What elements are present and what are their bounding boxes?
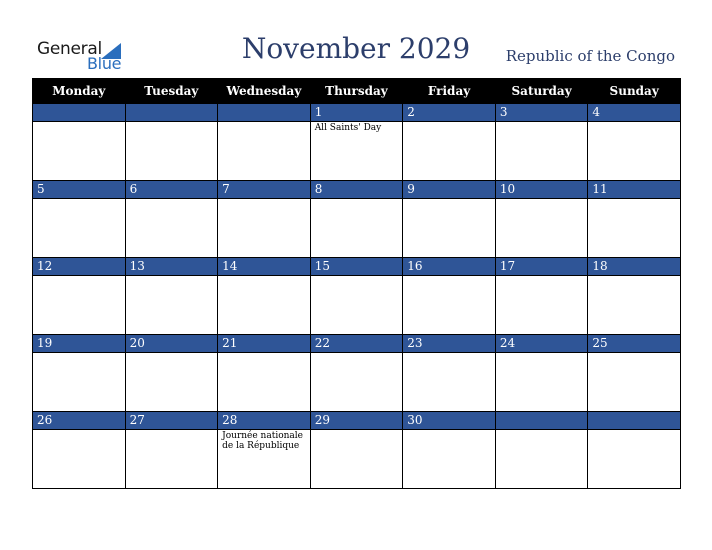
day-number: 17 <box>495 258 588 276</box>
day-number: 7 <box>218 181 311 199</box>
holiday-label <box>403 122 495 124</box>
holiday-label <box>588 199 680 201</box>
holiday-label <box>496 199 588 201</box>
day-number <box>218 104 311 122</box>
day-cell <box>125 199 218 258</box>
day-number: 22 <box>310 335 403 353</box>
holiday-label <box>126 122 218 124</box>
holiday-label <box>496 353 588 355</box>
holiday-label <box>588 353 680 355</box>
day-cell <box>125 353 218 412</box>
day-number: 3 <box>495 104 588 122</box>
weekday-header: Tuesday <box>125 79 218 104</box>
holiday-label <box>126 353 218 355</box>
week-number-row <box>33 181 681 199</box>
week-body-row <box>33 199 681 258</box>
day-number: 2 <box>403 104 496 122</box>
holiday-label <box>33 353 125 355</box>
holiday-label <box>311 276 403 278</box>
holiday-label <box>33 276 125 278</box>
day-number: 6 <box>125 181 218 199</box>
weekday-header-row <box>33 79 681 104</box>
day-cell <box>310 122 403 181</box>
logo-blue-text: Blue <box>87 54 122 73</box>
day-number: 5 <box>33 181 126 199</box>
logo-general-text: General <box>37 39 102 59</box>
weekday-header: Sunday <box>588 79 681 104</box>
day-cell <box>403 199 496 258</box>
holiday-label <box>33 122 125 124</box>
day-cell <box>218 430 311 489</box>
page-title: November 2029 <box>241 32 471 65</box>
week-number-row <box>33 104 681 122</box>
day-cell <box>495 199 588 258</box>
day-cell <box>33 122 126 181</box>
day-cell <box>310 353 403 412</box>
day-number: 28 <box>218 412 311 430</box>
day-number: 8 <box>310 181 403 199</box>
day-number <box>495 412 588 430</box>
holiday-label <box>218 353 310 355</box>
holiday-label <box>496 276 588 278</box>
day-number: 19 <box>33 335 126 353</box>
day-cell <box>218 199 311 258</box>
day-number: 30 <box>403 412 496 430</box>
day-number: 11 <box>588 181 681 199</box>
week-number-row <box>33 335 681 353</box>
day-cell <box>33 276 126 335</box>
day-cell <box>403 430 496 489</box>
holiday-label <box>126 430 218 432</box>
day-number: 18 <box>588 258 681 276</box>
day-cell <box>588 199 681 258</box>
day-number: 13 <box>125 258 218 276</box>
holiday-label <box>218 276 310 278</box>
week-body-row <box>33 122 681 181</box>
day-number <box>125 104 218 122</box>
day-number <box>588 412 681 430</box>
holiday-label: Journée nationale de la République <box>222 431 304 451</box>
holiday-label <box>496 122 588 124</box>
day-number: 26 <box>33 412 126 430</box>
holiday-label <box>218 122 310 124</box>
day-cell <box>218 353 311 412</box>
day-number: 20 <box>125 335 218 353</box>
day-cell <box>218 122 311 181</box>
holiday-label <box>588 276 680 278</box>
day-number: 12 <box>33 258 126 276</box>
week-body-row <box>33 276 681 335</box>
holiday-label <box>126 199 218 201</box>
day-cell <box>403 122 496 181</box>
day-number: 23 <box>403 335 496 353</box>
weekday-header: Thursday <box>310 79 403 104</box>
holiday-label <box>403 276 495 278</box>
day-number <box>33 104 126 122</box>
holiday-label <box>311 353 403 355</box>
weekday-header: Saturday <box>495 79 588 104</box>
holiday-label <box>311 430 403 432</box>
week-body-row <box>33 353 681 412</box>
country-name: Republic of the Congo <box>505 47 675 65</box>
day-number: 14 <box>218 258 311 276</box>
day-number: 24 <box>495 335 588 353</box>
day-cell <box>403 353 496 412</box>
holiday-label <box>403 199 495 201</box>
week-number-row <box>33 412 681 430</box>
holiday-label <box>33 199 125 201</box>
day-cell <box>495 353 588 412</box>
day-cell <box>218 276 311 335</box>
weekday-header: Monday <box>33 79 126 104</box>
weekday-header: Friday <box>403 79 496 104</box>
holiday-label <box>588 122 680 124</box>
day-number: 29 <box>310 412 403 430</box>
holiday-label <box>403 353 495 355</box>
day-number: 27 <box>125 412 218 430</box>
day-cell <box>125 276 218 335</box>
holiday-label <box>33 430 125 432</box>
day-cell <box>403 276 496 335</box>
day-cell <box>310 199 403 258</box>
day-number: 10 <box>495 181 588 199</box>
day-cell <box>495 122 588 181</box>
day-cell <box>588 430 681 489</box>
day-cell <box>310 276 403 335</box>
week-body-row <box>33 430 681 489</box>
holiday-label: All Saints' Day <box>314 123 382 133</box>
day-cell <box>588 276 681 335</box>
calendar-grid <box>32 78 681 489</box>
day-cell <box>495 276 588 335</box>
day-number: 25 <box>588 335 681 353</box>
day-cell <box>125 430 218 489</box>
day-cell <box>588 122 681 181</box>
day-cell <box>33 199 126 258</box>
day-cell <box>125 122 218 181</box>
week-number-row <box>33 258 681 276</box>
day-number: 16 <box>403 258 496 276</box>
day-cell <box>310 430 403 489</box>
day-cell <box>588 353 681 412</box>
holiday-label <box>311 199 403 201</box>
holiday-label <box>496 430 588 432</box>
day-cell <box>33 353 126 412</box>
weekday-header: Wednesday <box>218 79 311 104</box>
day-number: 15 <box>310 258 403 276</box>
day-number: 1 <box>310 104 403 122</box>
day-cell <box>495 430 588 489</box>
holiday-label <box>218 199 310 201</box>
day-cell <box>33 430 126 489</box>
holiday-label <box>588 430 680 432</box>
holiday-label <box>126 276 218 278</box>
day-number: 4 <box>588 104 681 122</box>
holiday-label <box>403 430 495 432</box>
day-number: 21 <box>218 335 311 353</box>
day-number: 9 <box>403 181 496 199</box>
